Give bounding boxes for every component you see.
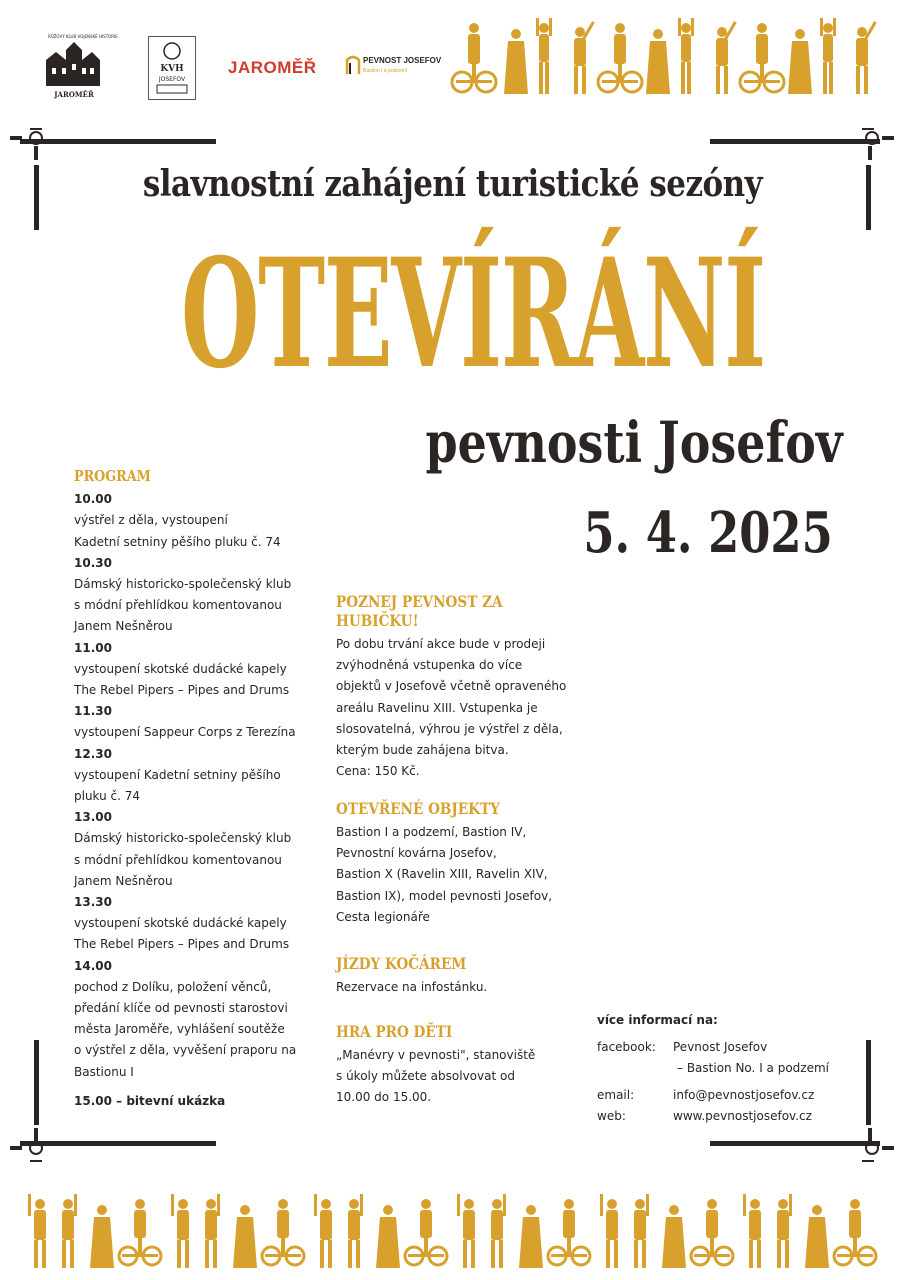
rkvh-logo xyxy=(40,30,118,100)
rkvh-logo-city: JAROMĚŘ xyxy=(54,90,94,99)
section-line: „Manévry v pevnosti", stanoviště xyxy=(336,1048,536,1062)
section-heading: OTEVŘENÉ OBJEKTY xyxy=(336,799,500,818)
section-otevrene-objekty xyxy=(336,799,576,928)
program-description: The Rebel Pipers – Pipes and Drums xyxy=(74,683,290,698)
contact-heading: více informací na: xyxy=(597,1013,718,1027)
section-line: Rezervace na infostánku. xyxy=(336,980,488,994)
program-description: pluku č. 74 xyxy=(74,789,141,804)
program-description: Bastionu I xyxy=(74,1064,134,1079)
program-description: s módní přehlídkou komentovanou xyxy=(74,598,282,613)
section-line: Po dobu trvání akce bude v prodeji xyxy=(336,637,546,651)
program-time: 13.30 xyxy=(74,895,112,910)
pevnost-logo-sub: Bastion I a podzemí xyxy=(363,68,408,74)
program-description: s módní přehlídkou komentovanou xyxy=(74,852,282,867)
section-body xyxy=(336,1045,576,1109)
program-description: o výstřel z děla, vyvěšení praporu na xyxy=(74,1043,297,1058)
program-description: Kadetní setniny pěšího pluku č. 74 xyxy=(74,534,281,549)
program-time: 11.00 xyxy=(74,640,112,655)
section-line: objektů v Josefově včetně opraveného xyxy=(336,679,567,694)
section-line: Bastion IX), model pevnosti Josefov, xyxy=(336,888,553,903)
program-time: 10.00 xyxy=(74,492,112,507)
program-heading: PROGRAM xyxy=(74,467,151,485)
frieze-figures xyxy=(452,18,877,94)
section-body xyxy=(336,822,576,928)
program-final-item: 15.00 – bitevní ukázka xyxy=(74,1093,226,1108)
program-description: vystoupení Sappeur Corps z Terezína xyxy=(74,725,296,740)
section-line: Cesta legionáře xyxy=(336,909,430,924)
web-link[interactable]: www.pevnostjosefov.cz xyxy=(673,1109,812,1123)
pevnost-josefov-logo xyxy=(345,54,442,84)
email-link[interactable]: info@pevnostjosefov.cz xyxy=(673,1087,815,1102)
event-title-secondary: pevnosti Josefov xyxy=(425,410,843,476)
program-time: 11.30 xyxy=(74,704,112,719)
facebook-value[interactable]: Pevnost Josefov xyxy=(673,1039,768,1054)
program-time: 12.30 xyxy=(74,746,112,761)
section-line: zvýhodněná vstupenka do více xyxy=(336,658,523,673)
section-body xyxy=(336,634,576,782)
silhouette-frieze-top xyxy=(452,16,882,96)
section-jizdy-kocarem xyxy=(336,954,576,998)
section-heading: HRA PRO DĚTI xyxy=(336,1022,453,1041)
program-time: 13.00 xyxy=(74,810,112,825)
program-description: výstřel z děla, vystoupení xyxy=(74,513,228,528)
program-description: pochod z Dolíku, položení věnců, xyxy=(74,979,272,994)
section-hra-pro-deti xyxy=(336,1022,576,1109)
kvh-logo-text: KVH xyxy=(160,64,184,74)
section-line: 10.00 do 15.00. xyxy=(336,1090,432,1105)
event-subtitle: slavnostní zahájení turistické sezóny xyxy=(142,163,763,205)
program-description: vystoupení Kadetní setniny pěšího xyxy=(74,767,281,782)
program-time: 14.00 xyxy=(74,958,112,973)
partner-logos xyxy=(40,28,440,108)
event-date: 5. 4. 2025 xyxy=(583,500,833,566)
program-section xyxy=(74,466,324,1112)
section-line: kterým bude zahájena bitva. xyxy=(336,743,509,758)
facebook-label: facebook: xyxy=(597,1039,656,1054)
event-title: OTEVÍRÁNÍ xyxy=(181,226,766,402)
program-time: 10.30 xyxy=(74,555,112,570)
program-description: předání klíče od pevnosti starostovi xyxy=(74,1001,288,1016)
program-description: vystoupení skotské dudácké kapely xyxy=(74,916,287,931)
program-description: Janem Nešněrou xyxy=(74,619,173,634)
program-description: Dámský historicko-společenský klub xyxy=(74,831,292,846)
kvh-josefov-logo xyxy=(148,36,196,100)
rkvh-logo-text: RŮŽOVÝ KLUB VOJENSKÉ HISTORIE xyxy=(48,34,118,39)
section-body xyxy=(336,977,576,998)
contact-info xyxy=(597,1010,857,1128)
section-heading: JÍZDY KOČÁREM xyxy=(336,954,467,973)
section-heading: POZNEJ PEVNOST ZA HUBIČKU! xyxy=(336,592,503,630)
pevnost-logo-name: PEVNOST JOSEFOV xyxy=(363,56,442,65)
web-label: web: xyxy=(597,1109,626,1123)
section-line: s úkoly můžete absolvovat od xyxy=(336,1069,515,1084)
section-line: areálu Ravelinu XIII. Vstupenka je xyxy=(336,700,538,715)
section-line: Pevnostní kovárna Josefov, xyxy=(336,846,497,861)
section-poznej-pevnost xyxy=(336,592,576,782)
section-line: Bastion I a podzemí, Bastion IV, xyxy=(336,825,527,839)
email-label: email: xyxy=(597,1087,635,1102)
silhouette-frieze-bottom xyxy=(22,1190,884,1270)
section-line: Bastion X (Ravelin XIII, Ravelin XIV, xyxy=(336,867,548,882)
jaromer-logo: JAROMĚŘ xyxy=(228,58,317,77)
section-line: slosovatelná, výhrou je výstřel z děla, xyxy=(336,721,563,736)
program-description: města Jaroměře, vyhlášení soutěže xyxy=(74,1022,285,1037)
program-description: Dámský historicko-společenský klub xyxy=(74,577,292,592)
program-list xyxy=(74,489,324,1083)
program-description: Janem Nešněrou xyxy=(74,873,173,888)
section-line: Cena: 150 Kč. xyxy=(336,764,420,779)
facebook-value-detail: – Bastion No. I a podzemí xyxy=(677,1061,829,1075)
program-description: vystoupení skotské dudácké kapely xyxy=(74,661,287,676)
kvh-logo-city: JOSEFOV xyxy=(158,76,186,83)
program-description: The Rebel Pipers – Pipes and Drums xyxy=(74,937,290,952)
